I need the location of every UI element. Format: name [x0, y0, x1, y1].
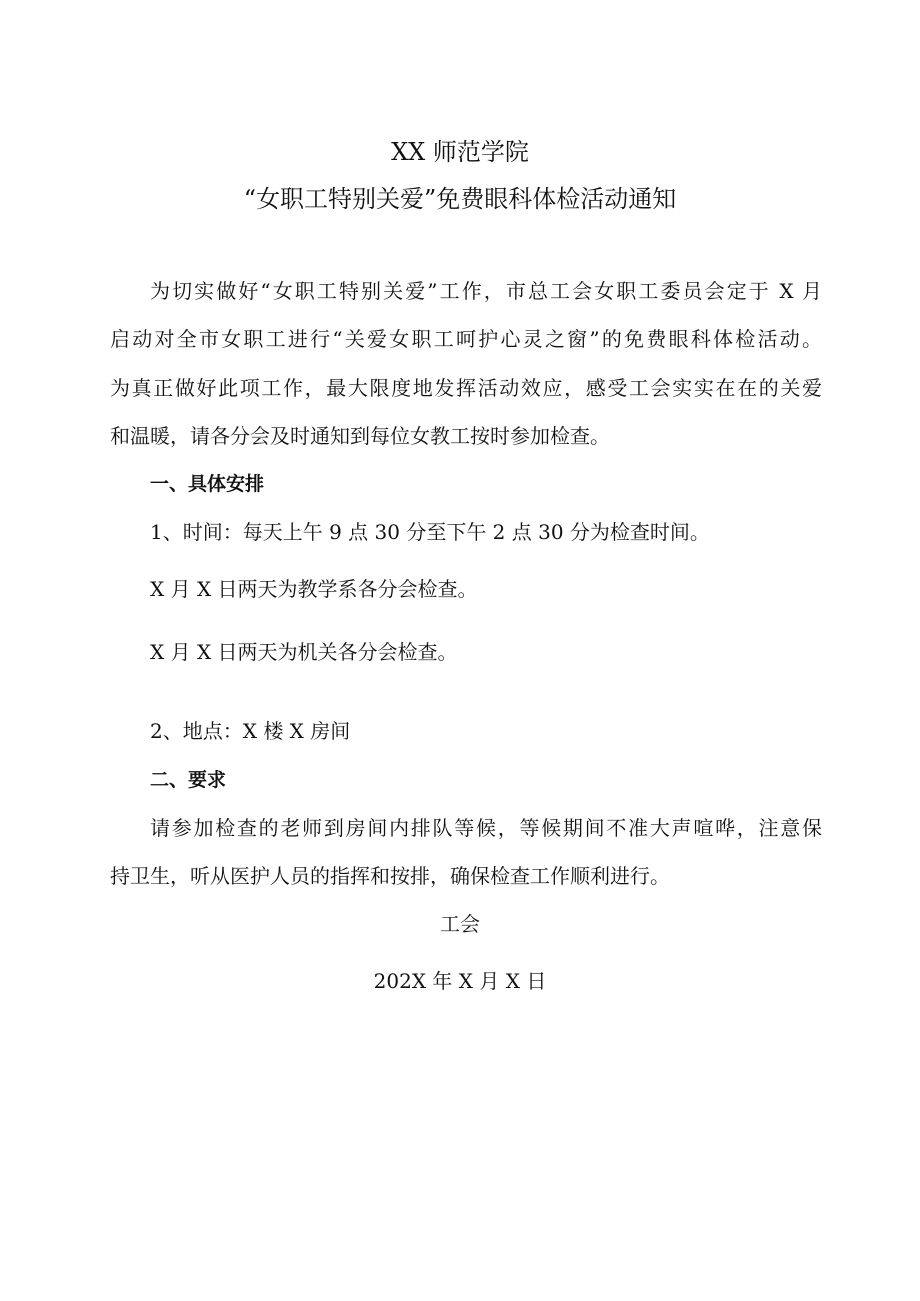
document-title-notice: “女职工特别关爱”免费眼科体检活动通知: [243, 185, 677, 213]
intro-paragraph-line-3: 为真正做好此项工作，最大限度地发挥活动效应，感受工会实实在在的关爱: [110, 376, 822, 400]
requirements-line-2: 持卫生，听从医护人员的指挥和按排，确保检查工作顺利进行。: [110, 864, 670, 888]
section-heading-arrangement: 一、具体安排: [150, 473, 265, 495]
signature-date: 202X 年 X 月 X 日: [373, 969, 547, 993]
signature-organization: 工会: [440, 912, 480, 936]
intro-paragraph-line-4: 和温暖，请各分会及时通知到每位女教工按时参加检查。: [110, 424, 610, 448]
schedule-time: 1、时间：每天上午 9 点 30 分至下午 2 点 30 分为检查时间。: [150, 520, 710, 544]
intro-paragraph-line-2: 启动对全市女职工进行“关爱女职工呵护心灵之窗”的免费眼科体检活动。: [110, 327, 822, 351]
schedule-administrative-departments: X 月 X 日两天为机关各分会检查。: [150, 640, 458, 664]
intro-paragraph-line-1: 为切实做好“女职工特别关爱”工作，市总工会女职工委员会定于 X 月: [150, 279, 822, 303]
schedule-location: 2、地点：X 楼 X 房间: [150, 719, 351, 743]
schedule-teaching-departments: X 月 X 日两天为教学系各分会检查。: [150, 577, 478, 601]
requirements-line-1: 请参加检查的老师到房间内排队等候，等候期间不准大声喧哗，注意保: [150, 816, 822, 840]
section-heading-requirements: 二、要求: [150, 769, 227, 791]
document-title-school: XX 师范学院: [391, 138, 529, 166]
